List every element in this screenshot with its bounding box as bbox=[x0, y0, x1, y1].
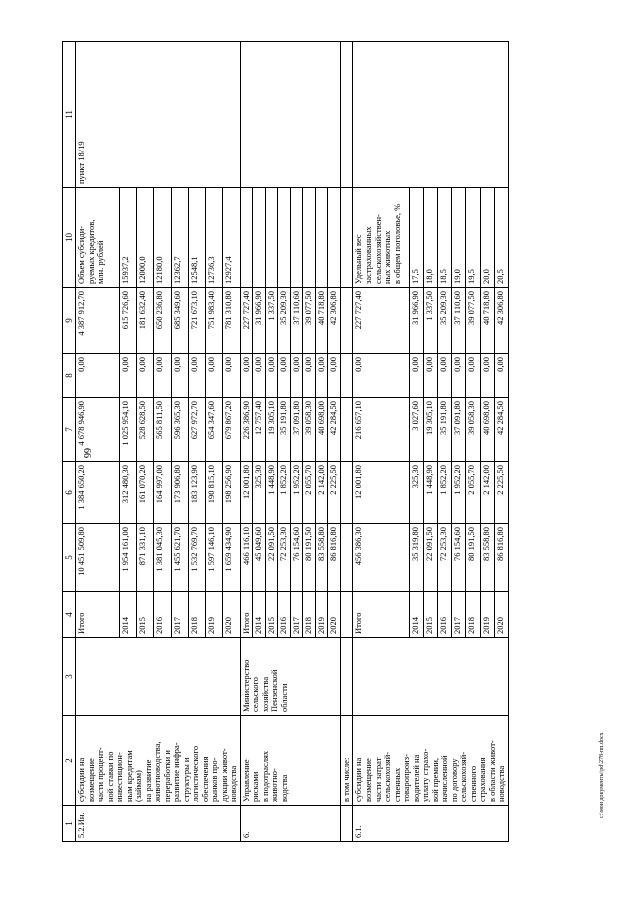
value-cell: 12 001,80 bbox=[240, 462, 253, 524]
indicator-value bbox=[328, 188, 341, 288]
empty-cell bbox=[340, 288, 353, 354]
value-cell: 198 256,90 bbox=[223, 462, 240, 524]
table-row bbox=[353, 42, 410, 842]
indicator-value: 20,5 bbox=[494, 188, 508, 288]
value-cell: 685 349,60 bbox=[171, 288, 188, 354]
value-cell: 325,30 bbox=[253, 462, 266, 524]
value-cell: 0,00 bbox=[119, 354, 136, 398]
rotated-table-container bbox=[62, 42, 608, 842]
empty-cell bbox=[340, 398, 353, 462]
value-cell: 35 209,30 bbox=[278, 288, 291, 354]
year-cell: 2018 bbox=[466, 592, 480, 638]
value-cell: 80 191,50 bbox=[303, 524, 316, 592]
note-cell bbox=[353, 42, 508, 188]
value-cell: 173 906,80 bbox=[171, 462, 188, 524]
indicator-value bbox=[303, 188, 316, 288]
year-cell: 2018 bbox=[303, 592, 316, 638]
header-cell: 10 bbox=[63, 188, 76, 288]
indicator-value: 12180,0 bbox=[154, 188, 171, 288]
value-cell: 0,00 bbox=[303, 354, 316, 398]
value-cell: 1 455 621,70 bbox=[171, 524, 188, 592]
indicator-value: 20,0 bbox=[480, 188, 494, 288]
value-cell: 1 448,90 bbox=[424, 462, 438, 524]
value-cell: 0,00 bbox=[223, 354, 240, 398]
value-cell: 161 070,20 bbox=[136, 462, 153, 524]
value-cell: 72 253,30 bbox=[278, 524, 291, 592]
value-cell: 0,00 bbox=[494, 354, 508, 398]
value-cell: 37 091,80 bbox=[452, 398, 466, 462]
item-name: субсидии на возмещение части затрат сельскохозяй- ственных товаропроиз- водителей на уплату страхо- вой премии, начисленной по договору сельскохозяй- ственного страхования в области живот- новодства bbox=[353, 716, 508, 806]
value-cell: 40 718,80 bbox=[480, 288, 494, 354]
value-cell: 35 319,80 bbox=[410, 524, 424, 592]
year-cell: 2015 bbox=[136, 592, 153, 638]
empty-cell bbox=[340, 462, 353, 524]
value-cell: 0,00 bbox=[290, 354, 303, 398]
year-cell: 2016 bbox=[438, 592, 452, 638]
value-cell: 39 077,50 bbox=[466, 288, 480, 354]
indicator-value bbox=[278, 188, 291, 288]
value-cell: 1 532 769,70 bbox=[188, 524, 205, 592]
value-cell: 76 154,60 bbox=[290, 524, 303, 592]
value-cell: 227 727,40 bbox=[240, 288, 253, 354]
column-number-row bbox=[63, 42, 76, 842]
value-cell: 2 225,50 bbox=[328, 462, 341, 524]
empty-cell bbox=[340, 524, 353, 592]
page-number: 66 bbox=[81, 448, 92, 458]
value-cell: 1 448,90 bbox=[265, 462, 278, 524]
indicator-value bbox=[253, 188, 266, 288]
value-cell: 37 110,60 bbox=[290, 288, 303, 354]
value-cell: 1 952,20 bbox=[452, 462, 466, 524]
value-cell: 4 678 946,90 bbox=[76, 398, 120, 462]
value-cell: 0,00 bbox=[328, 354, 341, 398]
value-cell: 31 966,90 bbox=[410, 288, 424, 354]
value-cell: 80 191,50 bbox=[466, 524, 480, 592]
value-cell: 31 966,90 bbox=[253, 288, 266, 354]
empty-cell bbox=[340, 188, 353, 288]
year-cell: 2017 bbox=[290, 592, 303, 638]
value-cell: 22 091,50 bbox=[424, 524, 438, 592]
indicator-value: 17,5 bbox=[410, 188, 424, 288]
value-cell: 37 110,60 bbox=[452, 288, 466, 354]
value-cell: 12 001,80 bbox=[353, 462, 410, 524]
indicator-value bbox=[240, 188, 253, 288]
indicator-value bbox=[315, 188, 328, 288]
value-cell: 40 698,00 bbox=[480, 398, 494, 462]
value-cell: 72 253,30 bbox=[438, 524, 452, 592]
value-cell: 183 123,90 bbox=[188, 462, 205, 524]
empty-cell bbox=[340, 42, 353, 188]
value-cell: 3 027,60 bbox=[410, 398, 424, 462]
value-cell: 42 284,50 bbox=[494, 398, 508, 462]
table-row bbox=[340, 42, 353, 842]
value-cell: 0,00 bbox=[353, 354, 410, 398]
value-cell: 164 997,00 bbox=[154, 462, 171, 524]
year-cell: 2017 bbox=[452, 592, 466, 638]
value-cell: 0,00 bbox=[253, 354, 266, 398]
indicator-value: 19,0 bbox=[452, 188, 466, 288]
value-cell: 83 558,80 bbox=[480, 524, 494, 592]
value-cell: 40 718,80 bbox=[315, 288, 328, 354]
year-cell: 2014 bbox=[119, 592, 136, 638]
executor: Министерство сельского хозяйства Пензенской области bbox=[240, 638, 340, 716]
value-cell: 0,00 bbox=[76, 354, 120, 398]
indicator-value: 12000,0 bbox=[136, 188, 153, 288]
value-cell: 2 142,00 bbox=[480, 462, 494, 524]
value-cell: 456 386,30 bbox=[353, 524, 410, 592]
value-cell: 528 628,50 bbox=[136, 398, 153, 462]
header-cell: 1 bbox=[63, 806, 76, 842]
value-cell: 76 154,60 bbox=[452, 524, 466, 592]
value-cell: 40 698,00 bbox=[315, 398, 328, 462]
value-cell: 1 337,50 bbox=[265, 288, 278, 354]
value-cell: 654 347,60 bbox=[206, 398, 223, 462]
value-cell: 721 673,10 bbox=[188, 288, 205, 354]
table-row bbox=[240, 42, 253, 842]
value-cell: 0,00 bbox=[315, 354, 328, 398]
value-cell: 227 727,40 bbox=[353, 288, 410, 354]
header-cell: 5 bbox=[63, 524, 76, 592]
header-cell: 9 bbox=[63, 288, 76, 354]
value-cell: 39 058,30 bbox=[466, 398, 480, 462]
value-cell: 1 852,20 bbox=[278, 462, 291, 524]
value-cell: 1 384 650,20 bbox=[76, 462, 120, 524]
value-cell: 0,00 bbox=[136, 354, 153, 398]
value-cell: 615 726,60 bbox=[119, 288, 136, 354]
note-cell: пункт 18/19 bbox=[76, 42, 241, 188]
year-cell: 2020 bbox=[223, 592, 240, 638]
value-cell: 0,00 bbox=[240, 354, 253, 398]
indicator-value bbox=[265, 188, 278, 288]
value-cell: 216 657,10 bbox=[353, 398, 410, 462]
value-cell: 4 387 912,70 bbox=[76, 288, 120, 354]
indicator-header: Объем субсиди- руемых кредитов, млн. рублей bbox=[76, 188, 120, 288]
value-cell: 45 049,60 bbox=[253, 524, 266, 592]
item-number: 5.2.Ин. bbox=[76, 806, 241, 842]
value-cell: 312 480,30 bbox=[119, 462, 136, 524]
item-number: 6. bbox=[240, 806, 340, 842]
value-cell: 627 972,70 bbox=[188, 398, 205, 462]
year-cell: 2019 bbox=[206, 592, 223, 638]
value-cell: 2 055,70 bbox=[303, 462, 316, 524]
header-cell: 8 bbox=[63, 354, 76, 398]
value-cell: 0,00 bbox=[410, 354, 424, 398]
header-cell: 6 bbox=[63, 462, 76, 524]
value-cell: 42 306,80 bbox=[494, 288, 508, 354]
year-cell: Итого bbox=[240, 592, 253, 638]
value-cell: 1 659 434,90 bbox=[223, 524, 240, 592]
table-row bbox=[76, 42, 120, 842]
value-cell: 781 310,80 bbox=[223, 288, 240, 354]
value-cell: 39 077,50 bbox=[303, 288, 316, 354]
value-cell: 1 381 045,30 bbox=[154, 524, 171, 592]
item-name: Управление рисками в подотраслях животно- водства bbox=[240, 716, 340, 806]
value-cell: 1 954 161,00 bbox=[119, 524, 136, 592]
indicator-value: 12927,4 bbox=[223, 188, 240, 288]
value-cell: 0,00 bbox=[438, 354, 452, 398]
empty-cell bbox=[340, 592, 353, 638]
empty-cell bbox=[340, 638, 353, 716]
value-cell: 650 236,80 bbox=[154, 288, 171, 354]
value-cell: 35 191,80 bbox=[278, 398, 291, 462]
value-cell: 181 632,40 bbox=[136, 288, 153, 354]
value-cell: 0,00 bbox=[466, 354, 480, 398]
value-cell: 1 852,20 bbox=[438, 462, 452, 524]
value-cell: 2 055,70 bbox=[466, 462, 480, 524]
value-cell: 37 091,80 bbox=[290, 398, 303, 462]
indicator-value: 19,5 bbox=[466, 188, 480, 288]
indicator-value: 12362,7 bbox=[171, 188, 188, 288]
value-cell: 2 142,00 bbox=[315, 462, 328, 524]
header-cell: 3 bbox=[63, 638, 76, 716]
value-cell: 679 867,20 bbox=[223, 398, 240, 462]
value-cell: 0,00 bbox=[480, 354, 494, 398]
footer-file-path: c:\мои документы\pd\278-пп.docx bbox=[599, 732, 605, 818]
header-cell: 4 bbox=[63, 592, 76, 638]
executor bbox=[76, 638, 241, 716]
year-cell: 2015 bbox=[424, 592, 438, 638]
year-cell: 2019 bbox=[315, 592, 328, 638]
value-cell: 12 757,40 bbox=[253, 398, 266, 462]
empty-cell bbox=[340, 354, 353, 398]
value-cell: 19 305,10 bbox=[424, 398, 438, 462]
value-cell: 751 983,40 bbox=[206, 288, 223, 354]
year-cell: 2016 bbox=[154, 592, 171, 638]
indicator-header: Удельный вес застрахованных сельскохозяйствен- ных животных в общем поголовье, % bbox=[353, 188, 410, 288]
value-cell: 0,00 bbox=[424, 354, 438, 398]
indicator-value: 12736,3 bbox=[206, 188, 223, 288]
header-cell: 11 bbox=[63, 42, 76, 188]
value-cell: 39 058,30 bbox=[303, 398, 316, 462]
year-cell: 2017 bbox=[171, 592, 188, 638]
value-cell: 35 209,30 bbox=[438, 288, 452, 354]
value-cell: 2 225,50 bbox=[494, 462, 508, 524]
year-cell: 2014 bbox=[410, 592, 424, 638]
value-cell: 0,00 bbox=[154, 354, 171, 398]
value-cell: 565 811,50 bbox=[154, 398, 171, 462]
value-cell: 22 091,50 bbox=[265, 524, 278, 592]
year-cell: 2020 bbox=[494, 592, 508, 638]
indicator-value: 18,5 bbox=[438, 188, 452, 288]
value-cell: 871 331,10 bbox=[136, 524, 153, 592]
value-cell: 42 284,50 bbox=[328, 398, 341, 462]
header-cell: 7 bbox=[63, 398, 76, 462]
value-cell: 0,00 bbox=[206, 354, 223, 398]
program-table bbox=[62, 41, 509, 842]
value-cell: 466 116,10 bbox=[240, 524, 253, 592]
note-cell bbox=[240, 42, 340, 188]
year-cell: 2014 bbox=[253, 592, 266, 638]
value-cell: 0,00 bbox=[171, 354, 188, 398]
value-cell: 1 025 954,10 bbox=[119, 398, 136, 462]
indicator-value bbox=[290, 188, 303, 288]
value-cell: 19 305,10 bbox=[265, 398, 278, 462]
value-cell: 0,00 bbox=[278, 354, 291, 398]
value-cell: 10 451 509,80 bbox=[76, 524, 120, 592]
value-cell: 596 365,30 bbox=[171, 398, 188, 462]
value-cell: 0,00 bbox=[188, 354, 205, 398]
item-number: 6.1. bbox=[353, 806, 508, 842]
including-label: в том числе: bbox=[340, 716, 353, 806]
empty-cell bbox=[340, 806, 353, 842]
value-cell: 86 816,80 bbox=[494, 524, 508, 592]
value-cell: 226 386,90 bbox=[240, 398, 253, 462]
header-cell: 2 bbox=[63, 716, 76, 806]
value-cell: 1 952,20 bbox=[290, 462, 303, 524]
item-name: субсидии на возмещение части процент- ной ставки по инвестицион- ным кредитам (займам) на развитие животноводства, переработки и развитие инфра- структуры и логистического обеспечения рынков про- дукции живот- новодства bbox=[76, 716, 241, 806]
year-cell: Итого bbox=[353, 592, 410, 638]
value-cell: 35 191,80 bbox=[438, 398, 452, 462]
value-cell: 0,00 bbox=[265, 354, 278, 398]
value-cell: 83 558,80 bbox=[315, 524, 328, 592]
value-cell: 0,00 bbox=[452, 354, 466, 398]
value-cell: 1 597 146,10 bbox=[206, 524, 223, 592]
year-cell: Итого bbox=[76, 592, 120, 638]
indicator-value: 18,0 bbox=[424, 188, 438, 288]
indicator-value: 12548,1 bbox=[188, 188, 205, 288]
year-cell: 2020 bbox=[328, 592, 341, 638]
executor bbox=[353, 638, 508, 716]
year-cell: 2018 bbox=[188, 592, 205, 638]
year-cell: 2016 bbox=[278, 592, 291, 638]
value-cell: 325,30 bbox=[410, 462, 424, 524]
value-cell: 190 815,10 bbox=[206, 462, 223, 524]
value-cell: 86 816,80 bbox=[328, 524, 341, 592]
year-cell: 2019 bbox=[480, 592, 494, 638]
value-cell: 1 337,50 bbox=[424, 288, 438, 354]
year-cell: 2015 bbox=[265, 592, 278, 638]
value-cell: 42 306,80 bbox=[328, 288, 341, 354]
indicator-value: 15937,2 bbox=[119, 188, 136, 288]
